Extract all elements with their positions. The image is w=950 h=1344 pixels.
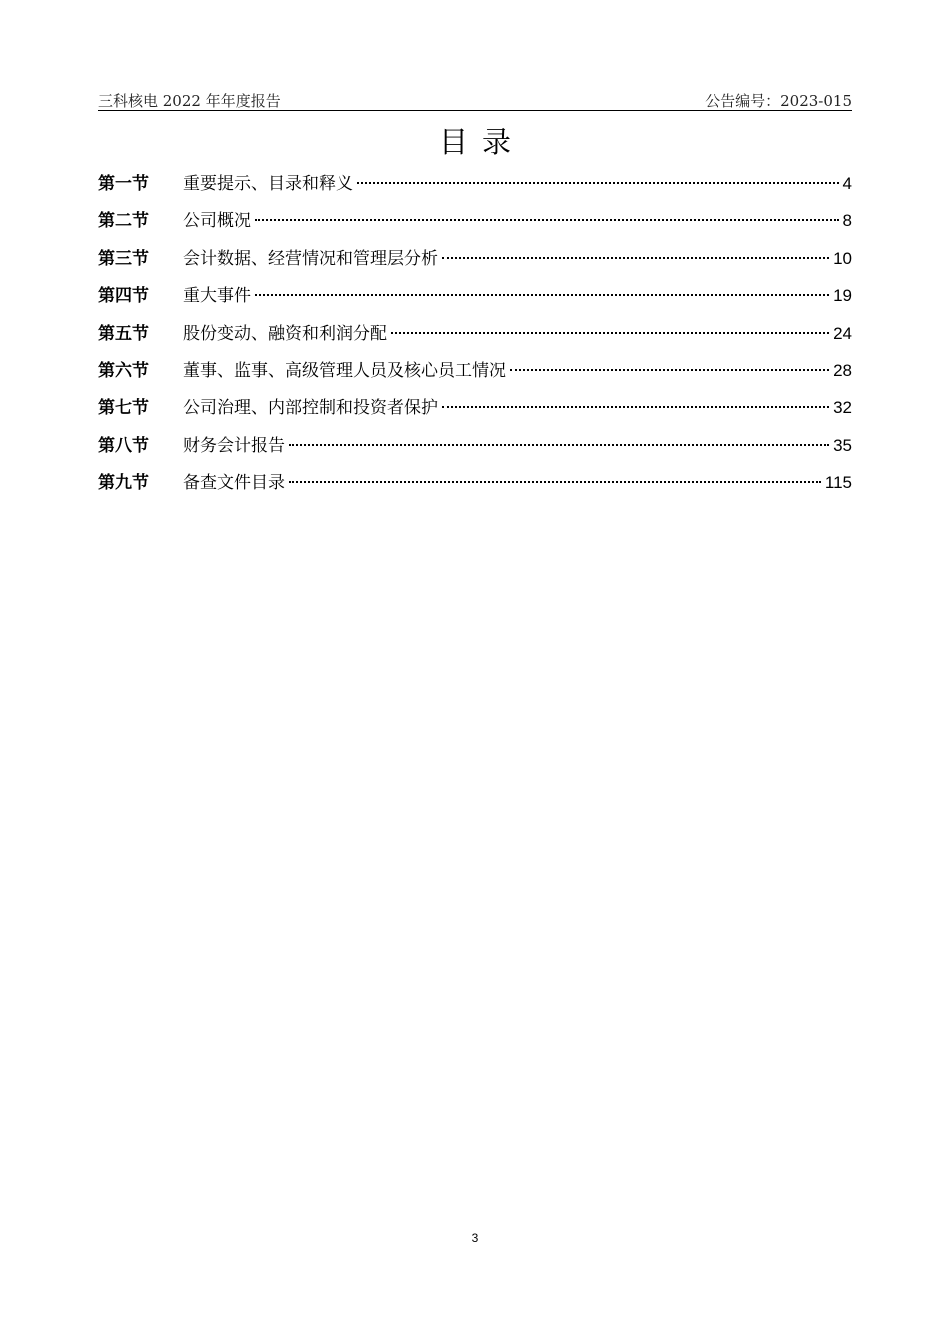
toc-section-title: 财务会计报告 — [183, 435, 285, 456]
toc-entry[interactable] — [98, 434, 852, 471]
toc-entry[interactable] — [98, 172, 852, 209]
toc-page-number: 24 — [833, 323, 852, 343]
report-title: 三科核电 2022 年年度报告 — [98, 92, 281, 110]
toc-entry[interactable] — [98, 396, 852, 433]
toc-entry[interactable] — [98, 247, 852, 284]
toc-page-number: 10 — [833, 248, 852, 268]
toc-leader-dots — [442, 257, 829, 259]
toc-leader-dots — [391, 332, 829, 334]
toc-page-number: 8 — [842, 211, 852, 231]
toc-leader-dots — [255, 219, 839, 221]
toc-section-title: 备查文件目录 — [183, 473, 285, 494]
toc-section-number: 第三节 — [98, 248, 149, 269]
toc-leader-dots — [289, 481, 821, 483]
toc-section-number: 第五节 — [98, 323, 149, 344]
toc-page-number: 28 — [833, 360, 852, 380]
announcement-number: 公告编号：2023-015 — [705, 92, 852, 110]
toc-section-number: 第八节 — [98, 435, 149, 456]
footer-page-number: 3 — [471, 1231, 479, 1245]
toc-section-number: 第一节 — [98, 174, 149, 194]
toc-leader-dots — [357, 182, 839, 184]
toc-section-title: 重大事件 — [183, 286, 251, 307]
toc-section-number: 第七节 — [98, 398, 149, 419]
toc-leader-dots — [442, 406, 829, 408]
toc-page-number: 35 — [833, 435, 852, 455]
toc-page-number: 19 — [833, 286, 852, 306]
toc-entry[interactable] — [98, 322, 852, 359]
toc-section-title: 重要提示、目录和释义 — [183, 174, 353, 194]
toc-section-number: 第二节 — [98, 211, 149, 232]
toc-page-number: 115 — [824, 473, 852, 493]
toc-leader-dots — [289, 444, 829, 446]
toc-section-title: 公司概况 — [183, 211, 251, 232]
toc-section-number: 第六节 — [98, 360, 149, 381]
toc-section-title: 董事、监事、高级管理人员及核心员工情况 — [183, 360, 506, 381]
page-title: 目录 — [438, 125, 525, 159]
toc-leader-dots — [255, 294, 829, 296]
toc-section-number: 第四节 — [98, 286, 149, 307]
toc-entry[interactable] — [98, 209, 852, 246]
table-of-contents — [98, 172, 852, 509]
toc-leader-dots — [510, 369, 829, 371]
page-header — [98, 90, 852, 111]
toc-page-number: 32 — [833, 398, 852, 418]
toc-entry[interactable] — [98, 359, 852, 396]
toc-section-title: 会计数据、经营情况和管理层分析 — [183, 248, 438, 269]
toc-section-title: 公司治理、内部控制和投资者保护 — [183, 398, 438, 419]
toc-section-number: 第九节 — [98, 473, 149, 494]
toc-page-number: 4 — [842, 174, 852, 193]
toc-entry[interactable] — [98, 284, 852, 321]
toc-entry[interactable] — [98, 471, 852, 508]
toc-section-title: 股份变动、融资和利润分配 — [183, 323, 387, 344]
